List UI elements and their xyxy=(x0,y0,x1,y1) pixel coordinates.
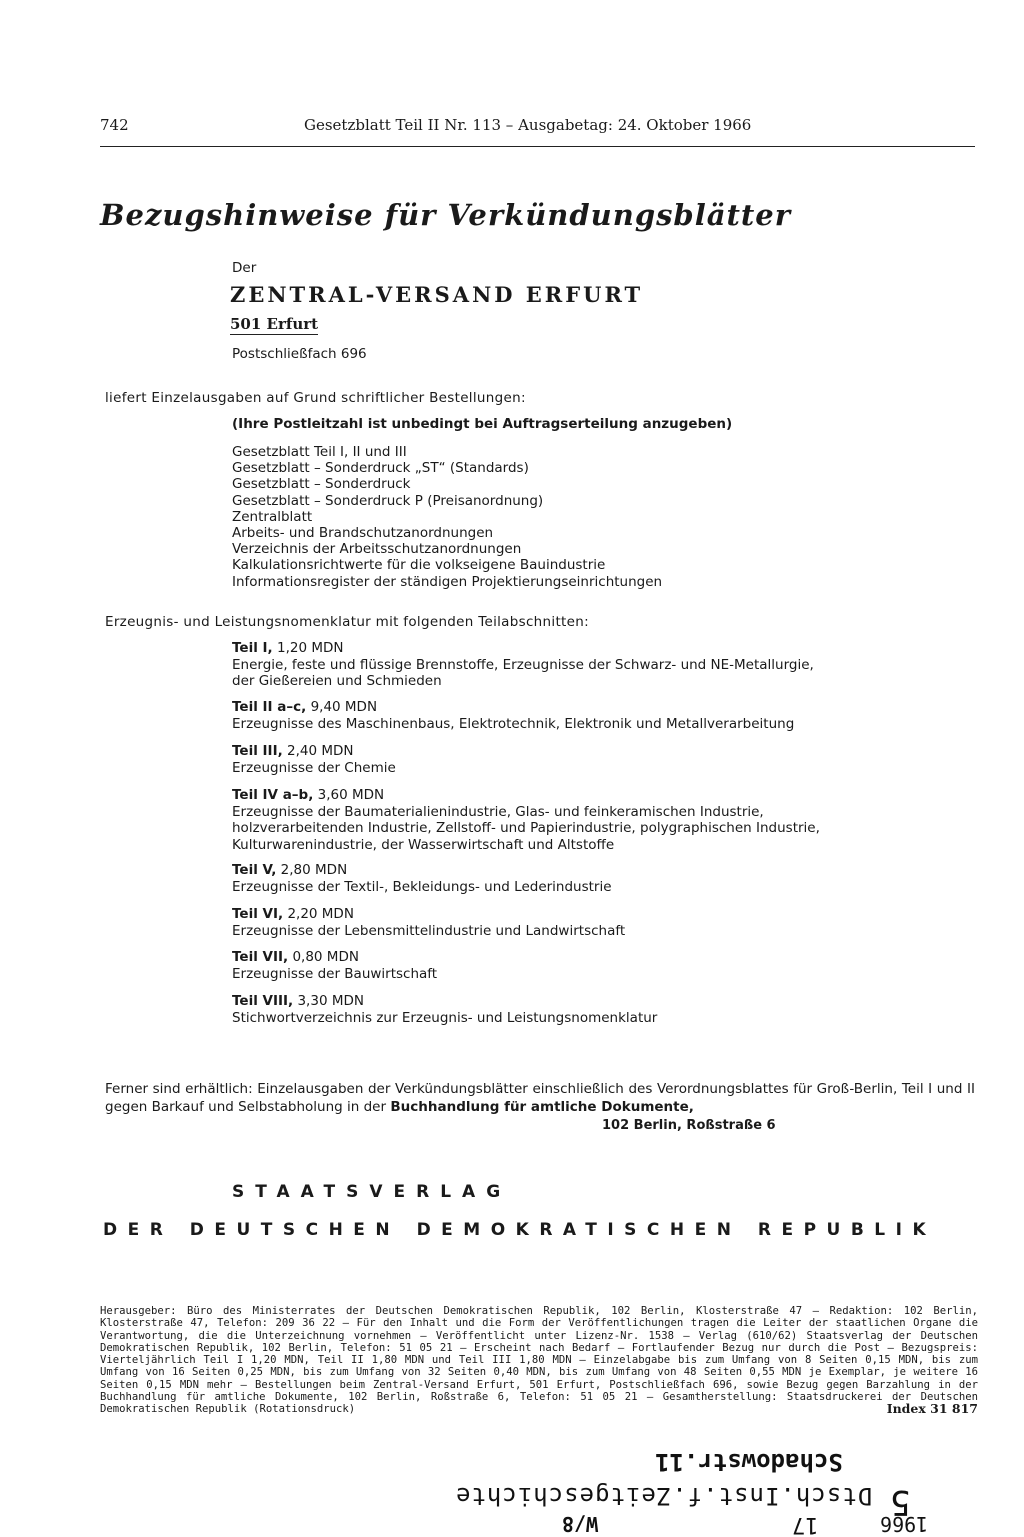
part-3 xyxy=(232,743,912,776)
part-name: Teil IV a–b, xyxy=(232,787,314,803)
shop-address: 102 Berlin, Roßstraße 6 xyxy=(602,1118,776,1133)
part-desc: Erzeugnisse der Textil-, Bekleidungs- und Lederindustrie xyxy=(232,878,612,895)
part-6 xyxy=(232,906,912,939)
part-desc: Kulturwarenindustrie, der Wasserwirtschaft und Altstoffe xyxy=(232,836,615,853)
stamp-mark-4: 1966 xyxy=(880,1512,929,1536)
part-desc: Energie, feste und flüssige Brennstoffe, Erzeugnisse der Schwarz- und NE-Metallurgie, xyxy=(232,656,814,673)
part-desc: Erzeugnisse der Lebensmittelindustrie und Landwirtschaft xyxy=(232,922,626,939)
part-desc: Erzeugnisse der Bauwirtschaft xyxy=(232,965,438,982)
shop-name: Buchhandlung für amtliche Dokumente, xyxy=(390,1099,694,1115)
list-item: Informationsregister der ständigen Projektierungseinrichtungen xyxy=(232,573,663,590)
imprint xyxy=(100,1305,978,1416)
part-name: Teil V, xyxy=(232,862,277,878)
stamp-mark-3: 5 xyxy=(890,1482,911,1522)
ferner-paragraph xyxy=(105,1080,975,1116)
part-price: 3,60 MDN xyxy=(317,787,385,803)
sender-city: 501 Erfurt xyxy=(230,315,319,333)
index-number: Index 31 817 xyxy=(886,1401,978,1417)
part-name: Teil I, xyxy=(232,640,273,656)
list-item: Gesetzblatt – Sonderdruck P (Preisanordnung) xyxy=(232,492,544,509)
part-price: 2,80 MDN xyxy=(280,862,348,878)
part-price: 1,20 MDN xyxy=(276,640,344,656)
part-2 xyxy=(232,699,912,732)
list-item: Zentralblatt xyxy=(232,508,313,525)
part-price: 3,30 MDN xyxy=(297,993,364,1009)
sender-postbox: Postschließfach 696 xyxy=(232,346,367,362)
list-item: Arbeits- und Brandschutzanordnungen xyxy=(232,525,494,542)
part-desc: Erzeugnisse der Chemie xyxy=(232,759,396,776)
part-price: 0,80 MDN xyxy=(292,949,359,965)
part-desc: der Gießereien und Schmieden xyxy=(232,673,442,689)
part-name: Teil III, xyxy=(232,743,283,759)
part-4 xyxy=(232,787,912,853)
part-price: 2,40 MDN xyxy=(287,743,354,759)
page-title: Bezugshinweise für Verkündungsblätter xyxy=(100,198,792,232)
publisher-line-2: DER DEUTSCHEN DEMOKRATISCHEN REPUBLIK xyxy=(103,1220,937,1240)
part-desc: Erzeugnisse des Maschinenbaus, Elektrotechnik, Elektronik und Metallverarbeitung xyxy=(232,715,795,732)
list-item: Gesetzblatt – Sonderdruck „ST“ (Standards) xyxy=(232,460,529,477)
part-name: Teil VII, xyxy=(232,949,289,965)
nomenclature-intro: Erzeugnis- und Leistungsnomenklatur mit folgenden Teilabschnitten: xyxy=(105,614,589,630)
part-price: 9,40 MDN xyxy=(310,699,378,715)
imprint-text: Herausgeber: Büro des Ministerrates der Deutschen Demokratischen Republik, 102 Berlin, Klosterstraße 47 – Redaktion: 102 Berlin, Klosterstraße 47, Telefon: 209 36 22 – Für den Inhalt und die Form der Veröffentlichungen tragen die Leiter der staatlichen Organe die Verantwortung, die die Unterzeichnung vornehmen – Veröffentlicht unter Lizenz-Nr. 1538 – Verlag (610/62) Staatsverlag der Deutschen Demokratischen Republik, 102 Berlin, Telefon: 51 05 21 – Erscheint nach Bedarf – Fortlaufender Bezug nur durch die Post – Bezugspreis: Vierteljährlich Teil I 1,20 MDN, Teil II 1,80 MDN und Teil III 1,80 MDN – Einzelabgabe bis zum Umfang von 8 Seiten 0,15 MDN, bis zum Umfang von 16 Seiten 0,25 MDN, bis zum Umfang von 32 Seiten 0,40 MDN, bis zum Umfang von 48 Seiten 0,55 MDN je Exemplar, je weitere 16 Seiten 0,15 MDN mehr – Bestellungen beim Zentral-Versand Erfurt, 501 Erfurt, Postschließfach 696, sowie Bezug gegen Barzahlung in der Buchhandlung für amtliche Dokumente, 102 Berlin, Roßstraße 6, Telefon: 51 05 21 – Gesamtherstellung: Staatsdruckerei der Deutschen Demokratischen Republik (Rotationsdruck) xyxy=(100,1305,978,1416)
stamp-line-1: Schadowstr.11 xyxy=(655,1448,843,1476)
part-desc: Stichwortverzeichnis zur Erzeugnis- und Leistungsnomenklatur xyxy=(232,1009,658,1026)
intro-text: liefert Einzelausgaben auf Grund schriftlicher Bestellungen: xyxy=(105,390,526,406)
part-8 xyxy=(232,993,912,1026)
list-item: Gesetzblatt Teil I, II und III xyxy=(232,444,407,460)
part-5 xyxy=(232,862,912,895)
part-name: Teil II a–c, xyxy=(232,699,307,715)
ferner-text: Ferner sind erhältlich: Einzelausgaben der Verkündungsblätter einschließlich des Verordnungsblattes für Groß-Berlin, Teil I und II gegen Barkauf und Selbstabholung in der xyxy=(105,1081,975,1115)
part-name: Teil VIII, xyxy=(232,993,294,1009)
part-7 xyxy=(232,949,912,982)
header-rule xyxy=(100,146,975,147)
publisher-line-1: STAATSVERLAG xyxy=(232,1182,512,1202)
running-title: Gesetzblatt Teil II Nr. 113 – Ausgabetag: 24. Oktober 1966 xyxy=(304,116,752,134)
part-price: 2,20 MDN xyxy=(287,906,354,922)
part-desc: holzverarbeitenden Industrie, Zellstoff- und Papierindustrie, polygraphischen Industrie, xyxy=(232,820,820,836)
sender-der: Der xyxy=(232,260,257,276)
part-1 xyxy=(232,640,912,690)
stamp-mark-2: 17 xyxy=(792,1512,819,1537)
sender-name: ZENTRAL-VERSAND ERFURT xyxy=(230,282,644,307)
list-item: Kalkulationsrichtwerte für die volkseigene Bauindustrie xyxy=(232,557,606,574)
postcode-note: (Ihre Postleitzahl ist unbedingt bei Auftragserteilung anzugeben) xyxy=(232,416,733,432)
page-number: 742 xyxy=(100,116,129,134)
stamp-mark-1: W/8 xyxy=(562,1512,599,1536)
publication-list xyxy=(232,444,662,590)
part-desc: Erzeugnisse der Baumaterialienindustrie, Glas- und feinkeramischen Industrie, xyxy=(232,803,764,820)
part-name: Teil VI, xyxy=(232,906,284,922)
list-item: Gesetzblatt – Sonderdruck xyxy=(232,476,411,493)
list-item: Verzeichnis der Arbeitsschutzanordnungen xyxy=(232,541,522,558)
stamp-line-2: Dtsch.Inst.f.Zeitgeschichte xyxy=(455,1482,873,1510)
